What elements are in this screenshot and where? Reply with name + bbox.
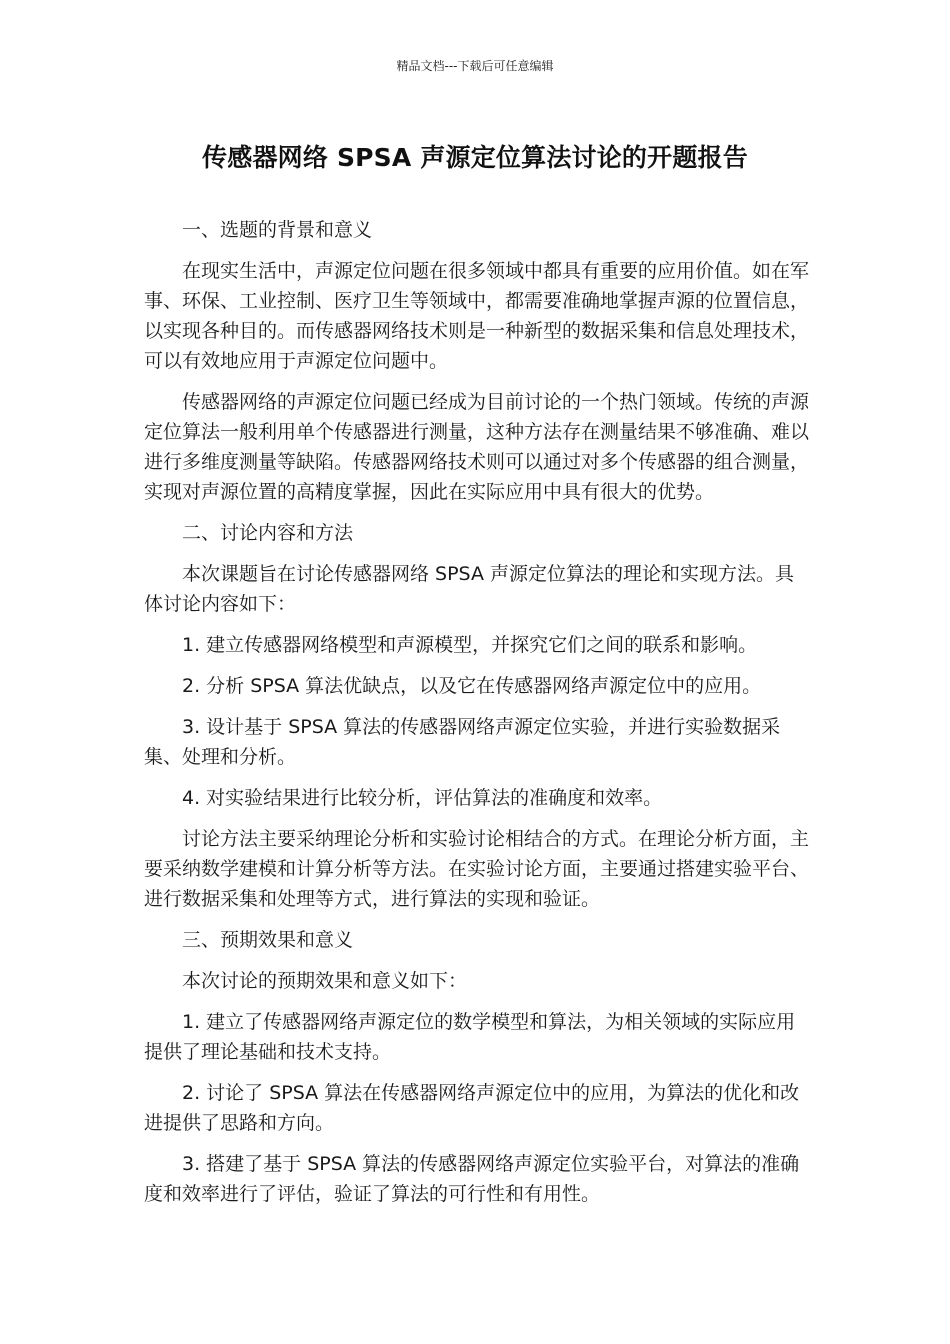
- paragraph: 传感器网络的声源定位问题已经成为目前讨论的一个热门领域。传统的声源定位算法一般利用单个传感器进行测量，这种方法存在测量结果不够准确、难以进行多维度测量等缺陷。传感器网络技术则可以通过对多个传感器的组合测量，实现对声源位置的高精度掌握，因此在实际应用中具有很大的优势。: [144, 391, 810, 503]
- document-body: [144, 215, 812, 1220]
- list-item: 2. 讨论了 SPSA 算法在传感器网络声源定位中的应用，为算法的优化和改进提供了思路和方向。: [144, 1082, 800, 1134]
- section-heading-background: 一、选题的背景和意义: [182, 219, 373, 241]
- paragraph: 讨论方法主要采纳理论分析和实验讨论相结合的方式。在理论分析方面，主要采纳数学建模和计算分析等方法。在实验讨论方面，主要通过搭建实验平台、进行数据采集和处理等方式，进行算法的实现和验证。: [144, 828, 810, 910]
- section-heading-content-methods: 二、讨论内容和方法: [182, 522, 354, 544]
- list-item: 2. 分析 SPSA 算法优缺点，以及它在传感器网络声源定位中的应用。: [182, 675, 762, 697]
- list-item: 1. 建立了传感器网络声源定位的数学模型和算法，为相关领域的实际应用提供了理论基础和技术支持。: [144, 1011, 796, 1063]
- page-header: 精品文档---下载后可任意编辑: [396, 59, 554, 73]
- list-item: 1. 建立传感器网络模型和声源模型，并探究它们之间的联系和影响。: [182, 634, 758, 656]
- list-item: 3. 搭建了基于 SPSA 算法的传感器网络声源定位实验平台，对算法的准确度和效率进行了评估，验证了算法的可行性和有用性。: [144, 1153, 800, 1205]
- paragraph: 本次课题旨在讨论传感器网络 SPSA 声源定位算法的理论和实现方法。具体讨论内容如下：: [144, 563, 795, 615]
- document-title: 传感器网络 SPSA 声源定位算法讨论的开题报告: [202, 143, 748, 172]
- list-item: 4. 对实验结果进行比较分析，评估算法的准确度和效率。: [182, 787, 663, 809]
- list-item: 3. 设计基于 SPSA 算法的传感器网络声源定位实验，并进行实验数据采集、处理和分析。: [144, 716, 781, 768]
- paragraph: 在现实生活中，声源定位问题在很多领域中都具有重要的应用价值。如在军事、环保、工业控制、医疗卫生等领域中，都需要准确地掌握声源的位置信息，以实现各种目的。而传感器网络技术则是一种新型的数据采集和信息处理技术，可以有效地应用于声源定位问题中。: [144, 260, 810, 372]
- section-heading-expected-results: 三、预期效果和意义: [182, 929, 354, 951]
- paragraph: 本次讨论的预期效果和意义如下：: [182, 970, 468, 992]
